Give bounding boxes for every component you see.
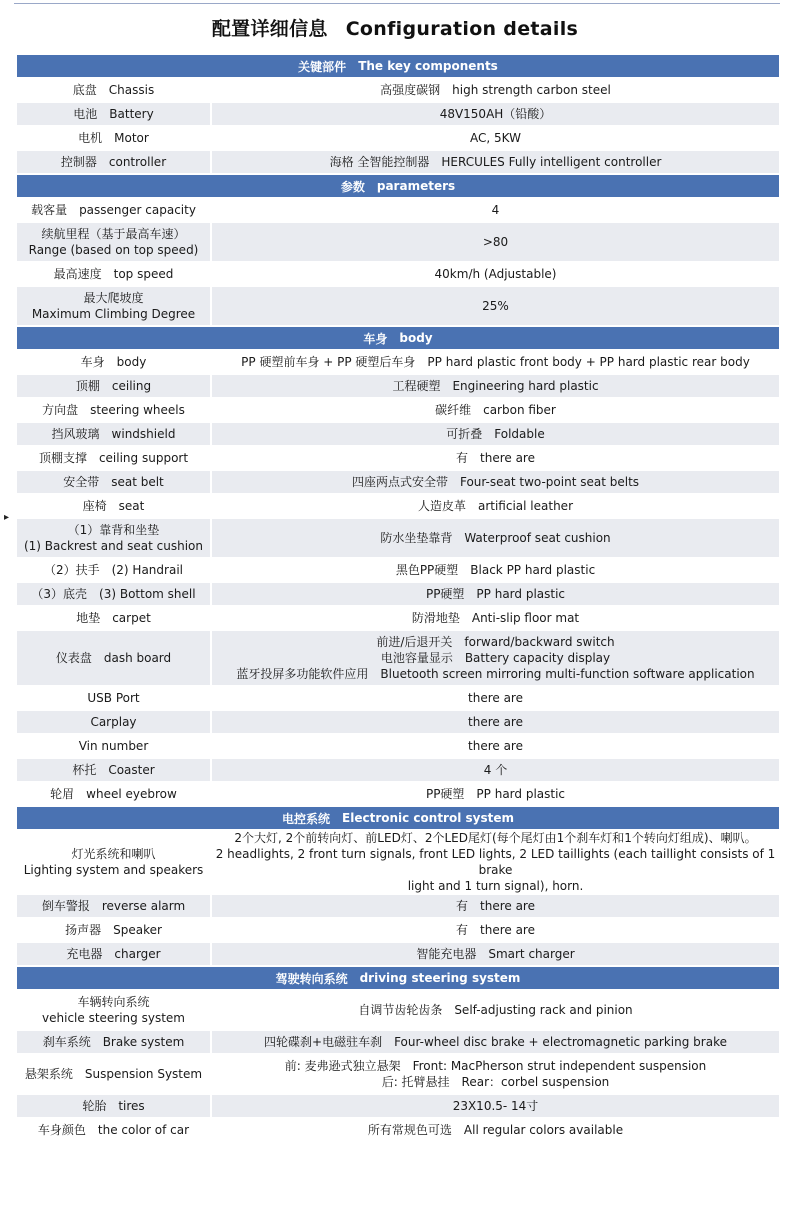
top-rule (14, 3, 780, 4)
spec-value-cell (212, 127, 779, 149)
section-header-cn: 参数 (340, 179, 365, 194)
spec-label-cell (17, 151, 210, 173)
spec-value: 前进/后退开关 forward/backward switch (376, 635, 615, 649)
spec-value: >80 (482, 235, 509, 249)
spec-value: 4 个 (483, 763, 508, 777)
spec-value: there are (468, 691, 523, 705)
spec-value: PP 硬塑前车身 + PP 硬塑后车身 PP hard plastic front body + PP hard plastic rear body (241, 355, 750, 369)
spec-row (17, 79, 779, 101)
spec-label: 安全带 seat belt (63, 475, 164, 489)
spec-label-cell (17, 687, 210, 709)
spec-label: 控制器 controller (60, 155, 167, 169)
section-header (17, 175, 779, 197)
spec-label: 座椅 seat (82, 499, 145, 513)
spec-value-cell (212, 351, 779, 373)
spec-label-cell (17, 1055, 210, 1093)
spec-value: there are (468, 739, 523, 753)
spec-label: （2）扶手 (2) Handrail (43, 563, 183, 577)
page-title (0, 14, 790, 41)
spec-value-cell (212, 711, 779, 733)
spec-value-cell (212, 1055, 779, 1093)
spec-value: 四座两点式安全带 Four-seat two-point seat belts (351, 475, 640, 489)
spec-label: Carplay (90, 715, 137, 729)
spec-label: 挡风玻璃 windshield (51, 427, 176, 441)
spec-value: 四轮碟刹+电磁驻车刹 Four-wheel disc brake + electromagnetic parking brake (264, 1035, 727, 1049)
spec-label: (1) Backrest and seat cushion (23, 539, 203, 553)
spec-row (17, 1119, 779, 1141)
spec-value-cell (212, 287, 779, 325)
spec-label: Range (based on top speed) (28, 243, 199, 257)
spec-value: 人造皮革 artificial leather (417, 499, 574, 513)
spec-value: 2个大灯, 2个前转向灯、前LED灯、2个LED尾灯(每个尾灯由1个刹车灯和1个转向灯组成)、喇叭。 (234, 831, 757, 845)
spec-label: 扬声器 Speaker (65, 923, 162, 937)
spec-label-cell (17, 287, 210, 325)
page-title-en: Configuration details (345, 18, 579, 40)
spec-label: vehicle steering system (42, 1011, 185, 1025)
spec-value-cell (212, 151, 779, 173)
spec-label: 底盘 Chassis (72, 83, 155, 97)
spec-label-cell (17, 943, 210, 965)
spec-value-cell (212, 607, 779, 629)
page-title-cn: 配置详细信息 (211, 18, 328, 40)
spec-row (17, 199, 779, 221)
spec-label: 续航里程（基于最高车速） (41, 227, 186, 241)
spec-label-cell (17, 351, 210, 373)
spec-value: 智能充电器 Smart charger (416, 947, 575, 961)
spec-value-cell (212, 687, 779, 709)
spec-row (17, 711, 779, 733)
section-header-en: body (399, 331, 433, 345)
section-header (17, 967, 779, 989)
spec-value: 前: 麦弗逊式独立悬架 Front: MacPherson strut independent suspension (284, 1059, 707, 1073)
spec-label-cell (17, 399, 210, 421)
spec-value: 后: 托臂悬挂 Rear：corbel suspension (381, 1075, 610, 1089)
spec-value-cell (212, 471, 779, 493)
spec-row (17, 735, 779, 757)
spec-row (17, 495, 779, 517)
spec-value-cell (212, 423, 779, 445)
spec-label-cell (17, 783, 210, 805)
stray-mark: ▸ (4, 512, 10, 523)
spec-value-cell (212, 103, 779, 125)
spec-value-cell (212, 895, 779, 917)
spec-label-cell (17, 607, 210, 629)
spec-label: USB Port (87, 691, 140, 705)
spec-value: 高强度碳钢 high strength carbon steel (380, 83, 611, 97)
spec-value-cell (212, 1031, 779, 1053)
spec-value: 可折叠 Foldable (446, 427, 545, 441)
spec-label: 载客量 passenger capacity (31, 203, 196, 217)
spec-label-cell (17, 1031, 210, 1053)
spec-label: 仪表盘 dash board (55, 651, 172, 665)
spec-value: 有 there are (456, 451, 535, 465)
spec-row (17, 759, 779, 781)
section-header-cn: 关键部件 (298, 59, 347, 74)
spec-row (17, 1031, 779, 1053)
spec-label-cell (17, 895, 210, 917)
spec-row (17, 423, 779, 445)
spec-value-cell (212, 559, 779, 581)
section-header-en: Electronic control system (342, 811, 514, 825)
spec-label-cell (17, 199, 210, 221)
spec-value: 蓝牙投屏多功能软件应用 Bluetooth screen mirroring multi-function software application (236, 667, 755, 681)
spec-value-cell (212, 759, 779, 781)
spec-value-cell (212, 495, 779, 517)
spec-value-cell (212, 943, 779, 965)
spec-value: PP硬塑 PP hard plastic (425, 587, 566, 601)
spec-label-cell (17, 991, 210, 1029)
spec-value: 所有常规色可选 All regular colors available (367, 1123, 624, 1137)
spec-row (17, 127, 779, 149)
spec-row (17, 583, 779, 605)
spec-label-cell (17, 583, 210, 605)
spec-row (17, 919, 779, 941)
spec-value-cell (212, 1095, 779, 1117)
spec-row (17, 287, 779, 325)
section-header-cn: 驾驶转向系统 (275, 971, 348, 986)
spec-label: 灯光系统和喇叭 (71, 847, 156, 861)
spec-label: 车身颜色 the color of car (37, 1123, 190, 1137)
spec-row (17, 607, 779, 629)
spec-row (17, 471, 779, 493)
spec-value: 40km/h (Adjustable) (434, 267, 557, 281)
spec-label: 最大爬坡度 (83, 291, 144, 305)
spec-value-cell (212, 1119, 779, 1141)
spec-label: 电池 Battery (73, 107, 154, 121)
spec-label-cell (17, 1119, 210, 1141)
spec-row (17, 351, 779, 373)
spec-value: 有 there are (456, 899, 535, 913)
spec-label: 轮眉 wheel eyebrow (50, 787, 177, 801)
spec-label: 车辆转向系统 (77, 995, 150, 1009)
spec-label: 地垫 carpet (76, 611, 151, 625)
spec-label-cell (17, 495, 210, 517)
spec-row (17, 399, 779, 421)
spec-label: 刹车系统 Brake system (42, 1035, 185, 1049)
spec-value: PP硬塑 PP hard plastic (425, 787, 566, 801)
spec-label: 充电器 charger (66, 947, 161, 961)
spec-label: 顶棚 ceiling (75, 379, 152, 393)
spec-value: 48V150AH（铅酸） (439, 107, 552, 121)
spec-value-cell (212, 79, 779, 101)
spec-row (17, 223, 779, 261)
spec-value: 2 headlights, 2 front turn signals, front LED lights, 2 LED taillights (each taillight consists of 1 brake (215, 847, 776, 877)
spec-value-cell (212, 831, 779, 893)
spec-label: Lighting system and speakers (23, 863, 204, 877)
spec-row (17, 375, 779, 397)
spec-label: 轮胎 tires (82, 1099, 145, 1113)
spec-value-cell (212, 919, 779, 941)
spec-label-cell (17, 759, 210, 781)
spec-label-cell (17, 711, 210, 733)
spec-label-cell (17, 375, 210, 397)
spec-row (17, 103, 779, 125)
spec-label-cell (17, 919, 210, 941)
spec-row (17, 831, 779, 893)
spec-label-cell (17, 79, 210, 101)
spec-label: 车身 body (80, 355, 147, 369)
spec-label: 悬架系统 Suspension System (24, 1067, 203, 1081)
spec-value-cell (212, 199, 779, 221)
spec-row (17, 895, 779, 917)
section-header-cn: 电控系统 (282, 811, 331, 826)
spec-label-cell (17, 263, 210, 285)
spec-label-cell (17, 127, 210, 149)
spec-row (17, 559, 779, 581)
spec-value: AC, 5KW (470, 131, 521, 145)
spec-row (17, 1055, 779, 1093)
spec-value: 4 (491, 203, 500, 217)
spec-label-cell (17, 103, 210, 125)
spec-value: 防水坐垫靠背 Waterproof seat cushion (380, 531, 611, 545)
spec-row (17, 687, 779, 709)
spec-row (17, 991, 779, 1029)
spec-label-cell (17, 559, 210, 581)
spec-value-cell (212, 783, 779, 805)
spec-value: 黑色PP硬塑 Black PP hard plastic (395, 563, 596, 577)
spec-row (17, 447, 779, 469)
section-header-cn: 车身 (363, 331, 388, 346)
spec-value: 电池容量显示 Battery capacity display (380, 651, 611, 665)
spec-value-cell (212, 399, 779, 421)
spec-row (17, 519, 779, 557)
spec-value-cell (212, 263, 779, 285)
spec-value-cell (212, 375, 779, 397)
spec-row (17, 783, 779, 805)
spec-value-cell (212, 991, 779, 1029)
spec-label: Vin number (78, 739, 149, 753)
section-header (17, 327, 779, 349)
spec-value: 23X10.5- 14寸 (452, 1099, 539, 1113)
spec-value-cell (212, 447, 779, 469)
spec-row (17, 1095, 779, 1117)
spec-label: 最高速度 top speed (53, 267, 174, 281)
spec-label-cell (17, 1095, 210, 1117)
spec-value: 海格 全智能控制器 HERCULES Fully intelligent controller (329, 155, 662, 169)
spec-value-cell (212, 583, 779, 605)
spec-label-cell (17, 631, 210, 685)
spec-label: 倒车警报 reverse alarm (41, 899, 186, 913)
spec-label: 电机 Motor (78, 131, 149, 145)
spec-value: there are (468, 715, 523, 729)
spec-value-cell (212, 519, 779, 557)
spec-table (17, 55, 779, 1143)
spec-label: 方向盘 steering wheels (42, 403, 185, 417)
spec-label-cell (17, 223, 210, 261)
spec-value-cell (212, 631, 779, 685)
spec-label: （3）底壳 (3) Bottom shell (31, 587, 196, 601)
spec-label-cell (17, 447, 210, 469)
spec-label: 杯托 Coaster (72, 763, 155, 777)
spec-label-cell (17, 471, 210, 493)
spec-label-cell (17, 735, 210, 757)
spec-value: 碳纤维 carbon fiber (435, 403, 556, 417)
spec-value: light and 1 turn signal), horn. (407, 879, 584, 893)
spec-label-cell (17, 831, 210, 893)
spec-label: Maximum Climbing Degree (31, 307, 196, 321)
spec-value: 工程硬塑 Engineering hard plastic (392, 379, 599, 393)
spec-value: 自调节齿轮齿条 Self-adjusting rack and pinion (358, 1003, 633, 1017)
spec-row (17, 151, 779, 173)
spec-label: （1）靠背和坐垫 (67, 523, 160, 537)
spec-row (17, 263, 779, 285)
spec-label-cell (17, 423, 210, 445)
spec-value-cell (212, 735, 779, 757)
section-header-en: The key components (358, 59, 498, 73)
section-header (17, 55, 779, 77)
spec-value: 25% (482, 299, 509, 313)
spec-label: 顶棚支撑 ceiling support (38, 451, 189, 465)
spec-value: 防滑地垫 Anti-slip floor mat (411, 611, 580, 625)
spec-row (17, 943, 779, 965)
section-header-en: driving steering system (359, 971, 521, 985)
section-header-en: parameters (376, 179, 456, 193)
spec-label-cell (17, 519, 210, 557)
section-header (17, 807, 779, 829)
spec-value-cell (212, 223, 779, 261)
spec-value: 有 there are (456, 923, 535, 937)
spec-row (17, 631, 779, 685)
